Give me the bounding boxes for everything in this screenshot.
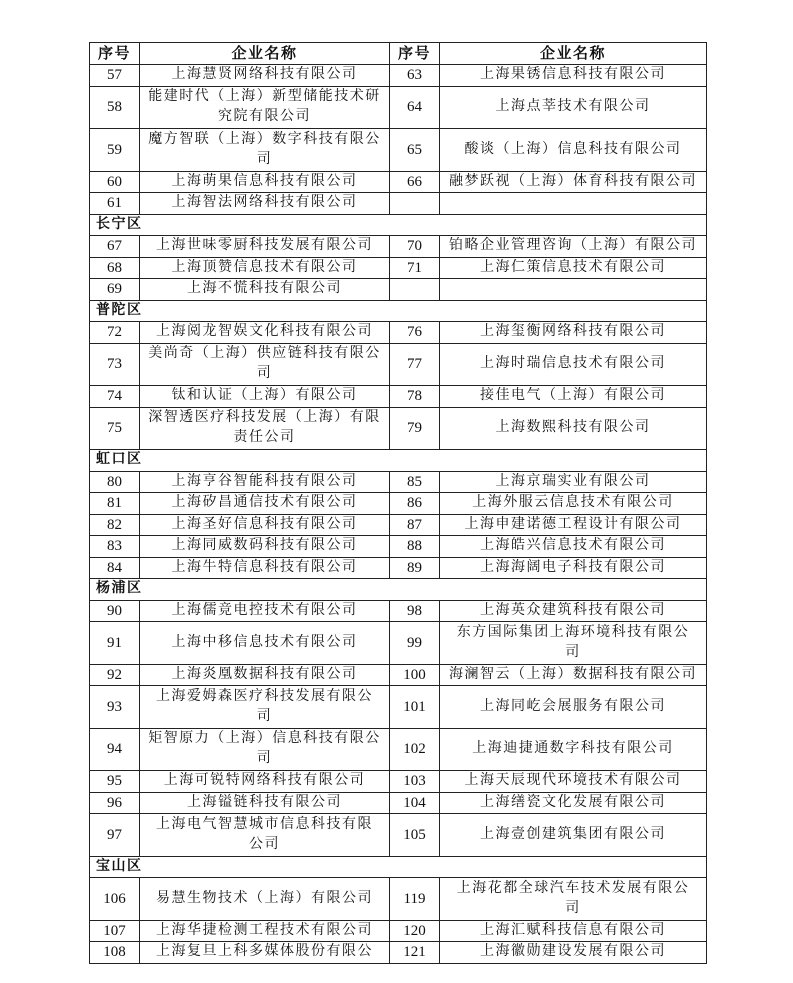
serial-number-cell: 92 bbox=[90, 664, 140, 686]
company-name-cell: 上海爱姆森医疗科技发展有限公 司 bbox=[140, 686, 390, 729]
serial-number-cell: 57 bbox=[90, 65, 140, 87]
table-row bbox=[90, 728, 707, 771]
serial-number-cell bbox=[390, 279, 440, 301]
serial-number-cell: 64 bbox=[390, 86, 440, 129]
serial-number-cell: 78 bbox=[390, 386, 440, 408]
company-name-cell: 上海时瑞信息技术有限公司 bbox=[440, 343, 707, 386]
company-name-cell: 上海镒链科技有限公司 bbox=[140, 792, 390, 814]
company-name-cell: 上海皓兴信息技术有限公司 bbox=[440, 536, 707, 558]
serial-number-cell: 104 bbox=[390, 792, 440, 814]
serial-number-cell: 119 bbox=[390, 878, 440, 921]
serial-number-cell: 70 bbox=[390, 236, 440, 258]
company-name-cell: 上海京瑞实业有限公司 bbox=[440, 471, 707, 493]
district-heading: 长宁区 bbox=[90, 214, 707, 236]
serial-number-cell: 65 bbox=[390, 129, 440, 172]
serial-number-cell: 107 bbox=[90, 920, 140, 942]
serial-number-cell: 68 bbox=[90, 257, 140, 279]
company-name-cell bbox=[440, 193, 707, 215]
company-name-cell: 上海迪捷通数字科技有限公司 bbox=[440, 728, 707, 771]
serial-number-cell: 105 bbox=[390, 814, 440, 857]
district-row bbox=[90, 856, 707, 878]
company-name-cell: 深智透医疗科技发展（上海）有限 责任公司 bbox=[140, 407, 390, 450]
serial-number-cell: 59 bbox=[90, 129, 140, 172]
table-row bbox=[90, 557, 707, 579]
serial-number-cell: 100 bbox=[390, 664, 440, 686]
company-name-cell: 上海阅龙智娱文化科技有限公司 bbox=[140, 322, 390, 344]
company-name-cell: 上海申建诺德工程设计有限公司 bbox=[440, 514, 707, 536]
serial-number-cell: 94 bbox=[90, 728, 140, 771]
company-name-cell: 上海炎凰数据科技有限公司 bbox=[140, 664, 390, 686]
company-name-cell: 酸谈（上海）信息科技有限公司 bbox=[440, 129, 707, 172]
company-name-cell: 上海牛特信息科技有限公司 bbox=[140, 557, 390, 579]
table-row bbox=[90, 493, 707, 515]
header-no-right: 序号 bbox=[390, 43, 440, 65]
table-row bbox=[90, 322, 707, 344]
company-name-cell: 上海天辰现代环境技术有限公司 bbox=[440, 771, 707, 793]
serial-number-cell: 93 bbox=[90, 686, 140, 729]
district-heading: 杨浦区 bbox=[90, 579, 707, 601]
company-name-cell: 上海中移信息技术有限公司 bbox=[140, 622, 390, 665]
table-row bbox=[90, 257, 707, 279]
company-name-cell: 上海矽昌通信技术有限公司 bbox=[140, 493, 390, 515]
table-row bbox=[90, 664, 707, 686]
header-name-right: 企业名称 bbox=[440, 43, 707, 65]
serial-number-cell: 108 bbox=[90, 942, 140, 964]
serial-number-cell: 58 bbox=[90, 86, 140, 129]
table-row bbox=[90, 814, 707, 857]
company-name-cell: 融梦跃视（上海）体育科技有限公司 bbox=[440, 171, 707, 193]
table-row bbox=[90, 407, 707, 450]
company-name-cell: 上海同屹会展服务有限公司 bbox=[440, 686, 707, 729]
company-name-cell: 上海壹创建筑集团有限公司 bbox=[440, 814, 707, 857]
company-name-cell: 上海果锈信息科技有限公司 bbox=[440, 65, 707, 87]
company-name-cell: 海澜智云（上海）数据科技有限公司 bbox=[440, 664, 707, 686]
company-name-cell: 上海电气智慧城市信息科技有限 公司 bbox=[140, 814, 390, 857]
serial-number-cell: 103 bbox=[390, 771, 440, 793]
table-row bbox=[90, 279, 707, 301]
company-name-cell: 钛和认证（上海）有限公司 bbox=[140, 386, 390, 408]
table-body bbox=[90, 65, 707, 964]
serial-number-cell: 121 bbox=[390, 942, 440, 964]
serial-number-cell: 76 bbox=[390, 322, 440, 344]
company-name-cell: 上海仁策信息技术有限公司 bbox=[440, 257, 707, 279]
serial-number-cell: 66 bbox=[390, 171, 440, 193]
company-name-cell bbox=[440, 279, 707, 301]
table-row bbox=[90, 193, 707, 215]
serial-number-cell: 85 bbox=[390, 471, 440, 493]
serial-number-cell: 60 bbox=[90, 171, 140, 193]
header-no-left: 序号 bbox=[90, 43, 140, 65]
table-row bbox=[90, 86, 707, 129]
company-name-cell: 上海徽勋建设发展有限公司 bbox=[440, 942, 707, 964]
serial-number-cell: 101 bbox=[390, 686, 440, 729]
company-name-cell: 上海海阔电子科技有限公司 bbox=[440, 557, 707, 579]
district-heading: 虹口区 bbox=[90, 450, 707, 472]
table-row bbox=[90, 386, 707, 408]
serial-number-cell: 106 bbox=[90, 878, 140, 921]
table-row bbox=[90, 600, 707, 622]
serial-number-cell: 75 bbox=[90, 407, 140, 450]
serial-number-cell: 61 bbox=[90, 193, 140, 215]
serial-number-cell: 102 bbox=[390, 728, 440, 771]
company-name-cell: 上海华捷检测工程技术有限公司 bbox=[140, 920, 390, 942]
serial-number-cell: 88 bbox=[390, 536, 440, 558]
table-row bbox=[90, 343, 707, 386]
serial-number-cell: 120 bbox=[390, 920, 440, 942]
district-heading: 普陀区 bbox=[90, 300, 707, 322]
company-name-cell: 上海汇赋科技信息有限公司 bbox=[440, 920, 707, 942]
table-row bbox=[90, 920, 707, 942]
company-name-cell: 上海数熙科技有限公司 bbox=[440, 407, 707, 450]
company-name-cell: 易慧生物技术（上海）有限公司 bbox=[140, 878, 390, 921]
serial-number-cell: 87 bbox=[390, 514, 440, 536]
company-name-cell: 上海圣好信息科技有限公司 bbox=[140, 514, 390, 536]
company-name-cell: 上海缮瓷文化发展有限公司 bbox=[440, 792, 707, 814]
company-name-cell: 上海外服云信息技术有限公司 bbox=[440, 493, 707, 515]
table-header-row bbox=[90, 43, 707, 65]
serial-number-cell: 83 bbox=[90, 536, 140, 558]
serial-number-cell: 91 bbox=[90, 622, 140, 665]
serial-number-cell: 81 bbox=[90, 493, 140, 515]
table-row bbox=[90, 686, 707, 729]
company-name-cell: 上海英众建筑科技有限公司 bbox=[440, 600, 707, 622]
company-name-cell: 上海慧贤网络科技有限公司 bbox=[140, 65, 390, 87]
company-name-cell: 上海萌果信息科技有限公司 bbox=[140, 171, 390, 193]
serial-number-cell: 82 bbox=[90, 514, 140, 536]
company-name-cell: 上海复旦上科多媒体股份有限公 bbox=[140, 942, 390, 964]
company-name-cell: 上海儒竞电控技术有限公司 bbox=[140, 600, 390, 622]
company-name-cell: 上海同威数码科技有限公司 bbox=[140, 536, 390, 558]
company-name-cell: 上海顶赞信息技术有限公司 bbox=[140, 257, 390, 279]
serial-number-cell: 86 bbox=[390, 493, 440, 515]
table-row bbox=[90, 536, 707, 558]
company-name-cell: 上海亨谷智能科技有限公司 bbox=[140, 471, 390, 493]
company-name-cell: 上海世味零厨科技发展有限公司 bbox=[140, 236, 390, 258]
company-name-cell: 魔方智联（上海）数字科技有限公 司 bbox=[140, 129, 390, 172]
district-row bbox=[90, 214, 707, 236]
serial-number-cell: 73 bbox=[90, 343, 140, 386]
company-name-cell: 上海玺衡网络科技有限公司 bbox=[440, 322, 707, 344]
company-name-cell: 东方国际集团上海环境科技有限公 司 bbox=[440, 622, 707, 665]
table-row bbox=[90, 65, 707, 87]
serial-number-cell: 63 bbox=[390, 65, 440, 87]
serial-number-cell: 89 bbox=[390, 557, 440, 579]
company-name-cell: 接佳电气（上海）有限公司 bbox=[440, 386, 707, 408]
company-name-cell: 铂略企业管理咨询（上海）有限公司 bbox=[440, 236, 707, 258]
company-name-cell: 上海花都全球汽车技术发展有限公 司 bbox=[440, 878, 707, 921]
serial-number-cell: 67 bbox=[90, 236, 140, 258]
serial-number-cell: 80 bbox=[90, 471, 140, 493]
serial-number-cell: 69 bbox=[90, 279, 140, 301]
serial-number-cell: 96 bbox=[90, 792, 140, 814]
serial-number-cell: 97 bbox=[90, 814, 140, 857]
table-row bbox=[90, 771, 707, 793]
serial-number-cell: 95 bbox=[90, 771, 140, 793]
serial-number-cell: 84 bbox=[90, 557, 140, 579]
header-name-left: 企业名称 bbox=[140, 43, 390, 65]
table-row bbox=[90, 878, 707, 921]
company-name-cell: 美尚奇（上海）供应链科技有限公 司 bbox=[140, 343, 390, 386]
enterprise-list-table bbox=[89, 42, 707, 964]
serial-number-cell: 77 bbox=[390, 343, 440, 386]
company-name-cell: 能建时代（上海）新型储能技术研 究院有限公司 bbox=[140, 86, 390, 129]
serial-number-cell bbox=[390, 193, 440, 215]
company-name-cell: 上海可锐特网络科技有限公司 bbox=[140, 771, 390, 793]
company-name-cell: 上海智法网络科技有限公司 bbox=[140, 193, 390, 215]
company-name-cell: 矩智原力（上海）信息科技有限公 司 bbox=[140, 728, 390, 771]
table-row bbox=[90, 236, 707, 258]
table-row bbox=[90, 471, 707, 493]
company-name-cell: 上海点莘技术有限公司 bbox=[440, 86, 707, 129]
company-name-cell: 上海不慌科技有限公司 bbox=[140, 279, 390, 301]
district-heading: 宝山区 bbox=[90, 856, 707, 878]
table-row bbox=[90, 129, 707, 172]
district-row bbox=[90, 450, 707, 472]
district-row bbox=[90, 300, 707, 322]
table-row bbox=[90, 171, 707, 193]
district-row bbox=[90, 579, 707, 601]
serial-number-cell: 79 bbox=[390, 407, 440, 450]
table-row bbox=[90, 792, 707, 814]
table-row bbox=[90, 514, 707, 536]
serial-number-cell: 99 bbox=[390, 622, 440, 665]
serial-number-cell: 71 bbox=[390, 257, 440, 279]
serial-number-cell: 72 bbox=[90, 322, 140, 344]
table-row bbox=[90, 942, 707, 964]
table-row bbox=[90, 622, 707, 665]
serial-number-cell: 98 bbox=[390, 600, 440, 622]
serial-number-cell: 90 bbox=[90, 600, 140, 622]
serial-number-cell: 74 bbox=[90, 386, 140, 408]
